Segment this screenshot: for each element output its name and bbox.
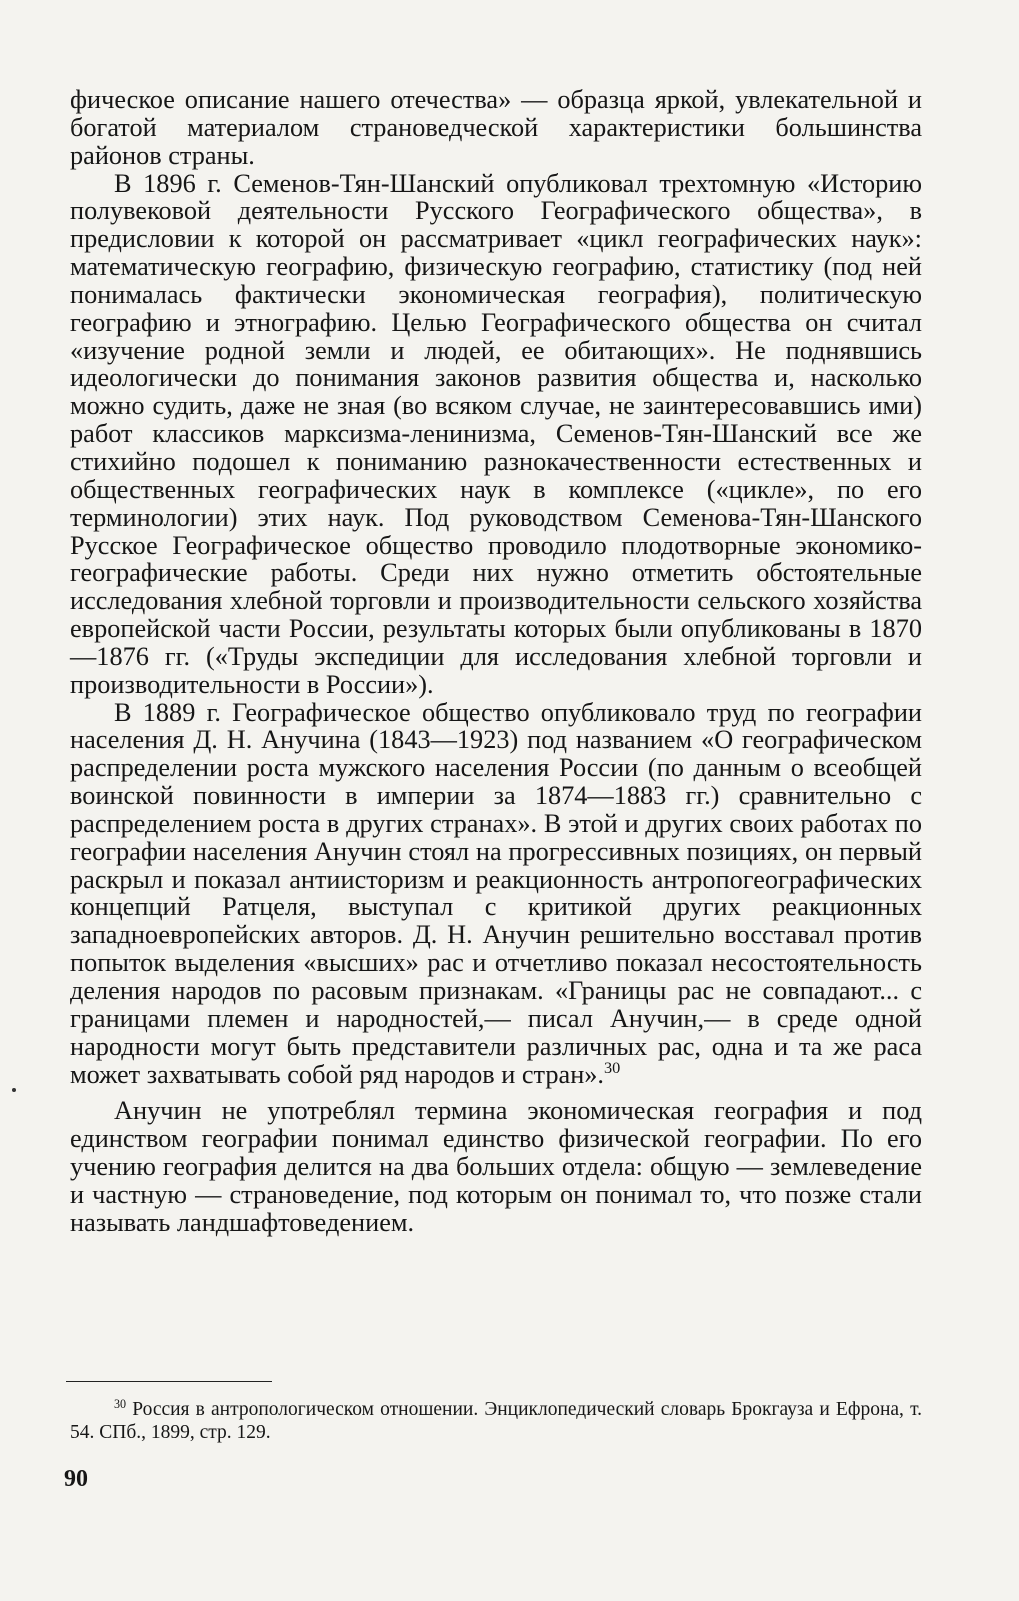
footnote-text: Россия в антропологическом отношении. Энциклопедический словарь Брокгауза и Ефрона, т. 54. СПб., 1899, стр. 129.: [70, 1399, 923, 1443]
paragraph-3-text: В 1889 г. Географическое общество опубликовало труд по географии населения Д. Н. Анучина (1843—1923) под названием «О географическом распределении роста мужского населения России (по данным о всеобщей воинской повинности в империи за 1874—1883 гг.) сравнительно с распределением роста в других странах». В этой и других своих работах по географии населения Анучин стоял на прогрессивных позициях, он первый раскрыл и показал антиисторизм и реакционность антропогеографических концепций Ратцеля, выступал с критикой других реакционных западноевропейских авторов. Д. Н. Анучин решительно восставал против попыток выделения «высших» рас и отчетливо показал несостоятельность деления народов по расовым признакам. «Границы рас не совпадают... с границами племен и народностей,— писал Анучин,— в среде одной народности могут быть представители различных рас, одна и та же раса может захватывать собой ряд народов и стран».: [70, 697, 922, 1089]
scan-speck: [12, 1088, 16, 1092]
footnote-divider: [66, 1381, 272, 1382]
paragraph-2: В 1896 г. Семенов-Тян-Шанский опубликовал трехтомную «Историю полувековой деятельности Русского Географического общества», в предисловии к которой он рассматривает «цикл географических наук»: математическую географию, физическую географию, статистику (под ней понималась фактически экономическая география), политическую географию и этнографию. Целью Географического общества он считал «изучение родной земли и людей, ее обитающих». Не поднявшись идеологически до понимания законов развития общества и, насколько можно судить, даже не зная (во всяком случае, не заинтересовавшись ими) работ классиков марксизма-ленинизма, Семенов-Тян-Шанский все же стихийно подошел к пониманию разнокачественности естественных и общественных географических наук в комплексе («цикле», по его терминологии) этих наук. Под руководством Семенова-Тян-Шанского Русское Географическое общество проводило плодотворные экономико-географические работы. Среди них нужно отметить обстоятельные исследования хлебной торговли и производительности сельского хозяйства европейской части России, результаты которых были опубликованы в 1870—1876 гг. («Труды экспедиции для исследования хлебной торговли и производительности в России»).: [70, 168, 922, 699]
main-text: [70, 86, 922, 1237]
footnote-reference: 30: [604, 1057, 621, 1077]
footnote-number: 30: [114, 1396, 127, 1411]
paragraph-3: [70, 699, 922, 1089]
footnote: [70, 1398, 922, 1444]
paragraph-4: Анучин не употреблял термина экономическая география и под единством географии понимал единство физической географии. По его учению география делится на два больших отдела: общую — землеведение и частную — страноведение, под которым он понимал то, что позже стали называть ландшафтоведением.: [70, 1096, 922, 1237]
paragraph-1: фическое описание нашего отечества» — образца яркой, увлекательной и богатой материалом страноведческой характеристики большинства районов страны.: [70, 85, 922, 170]
page-number: 90: [64, 1466, 88, 1492]
